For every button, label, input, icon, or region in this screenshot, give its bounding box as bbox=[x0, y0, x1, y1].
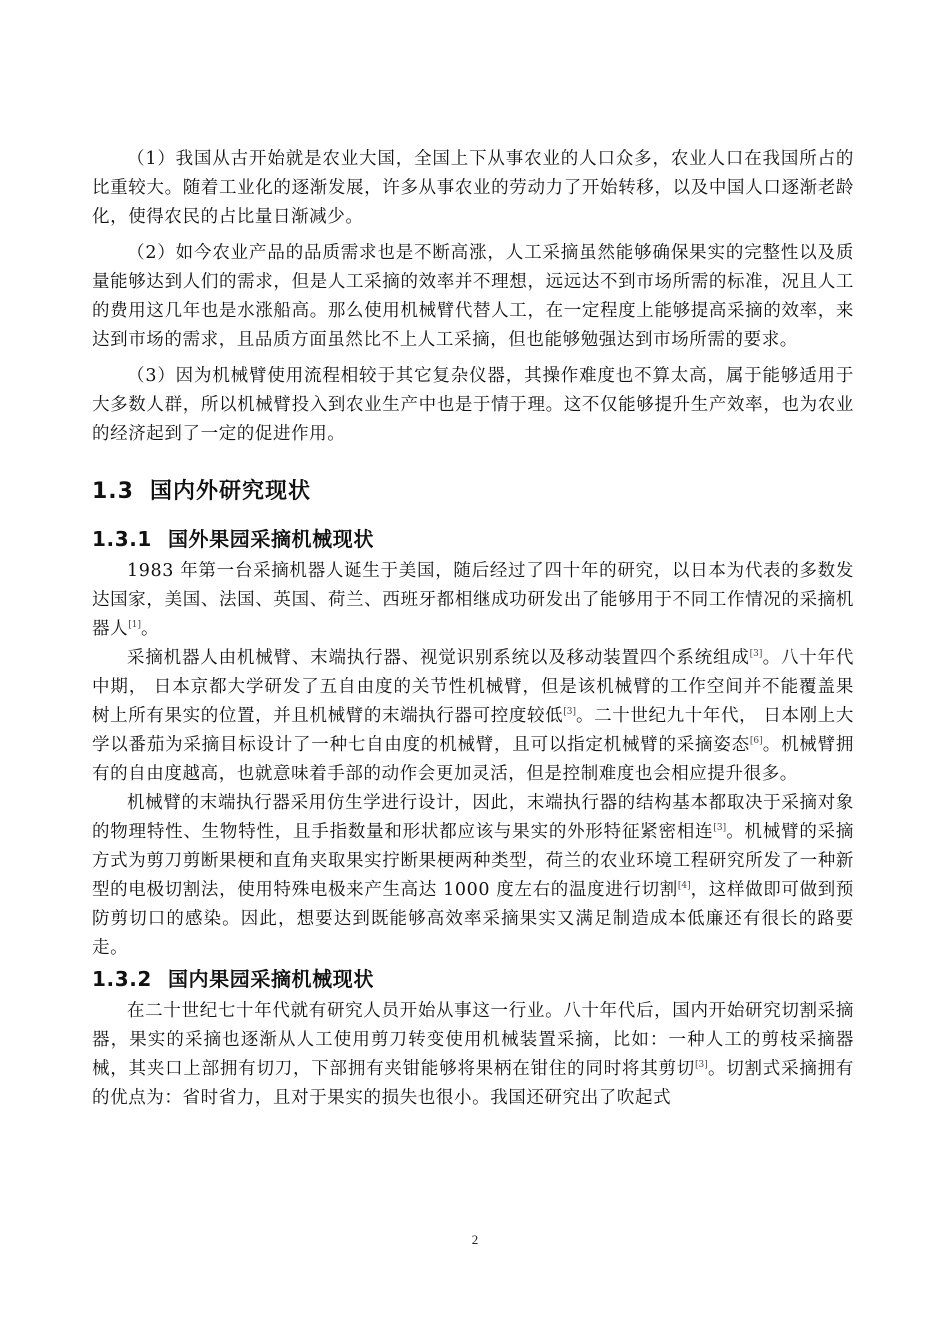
foreign-p1-tail: 。 bbox=[140, 619, 160, 639]
foreign-paragraph-3 bbox=[92, 789, 854, 963]
subsection-heading-2 bbox=[92, 965, 854, 993]
intro-paragraph-2: （2）如今农业产品的品质需求也是不断高涨，人工采摘虽然能够确保果实的完整性以及质量能够达到人们的需求，但是人工采摘的效率并不理想，远远达不到市场所需的标准，况且人工的费用这几年也是水涨船高。那么使用机械臂代替人工，在一定程度上能够提高采摘的效率，来达到市场的需求，且品质方面虽然比不上人工采摘，但也能够勉强达到市场所需的要求。 bbox=[92, 243, 854, 350]
foreign-p1-text: 1983 年第一台采摘机器人诞生于美国，随后经过了四十年的研究，以日本为代表的多数发达国家，美国、法国、英国、荷兰、西班牙都相继成功研发出了能够用于不同工作情况的采摘机器人 bbox=[92, 561, 854, 639]
foreign-p2-c: 。二十世纪九十年代， 日本刚上大学以番茄为采摘目标设计了一种七自由度的机械臂，且可以指定机械臂的采摘姿态 bbox=[92, 706, 854, 755]
subsection-number-1: 1.3.1 bbox=[92, 527, 152, 551]
foreign-p2-a: 采摘机器人由机械臂、末端执行器、视觉识别系统以及移动装置四个系统组成 bbox=[127, 648, 750, 668]
citation-ref[interactable]: [6] bbox=[749, 736, 763, 747]
foreign-p3-b: 。机械臂的采摘方式为剪刀剪断果梗和直角夹取果实拧断果梗两种类型，荷兰的农业环境工程研究所发了一种新型的电极切割法，使用特殊电极来产生高达 1000 度左右的温度进行切割 bbox=[92, 822, 854, 900]
section-title: 国内外研究现状 bbox=[149, 479, 311, 504]
intro-paragraph-1: （1）我国从古开始就是农业大国，全国上下从事农业的人口众多，农业人口在我国所占的比重较大。随着工业化的逐渐发展，许多从事农业的劳动力了开始转移，以及中国人口逐渐老龄化，使得农民的占比量日渐减少。 bbox=[92, 149, 854, 227]
foreign-p2-d: 。机械臂拥有的自由度越高，也就意味着手部的动作会更加灵活，但是控制难度也会相应提升很多。 bbox=[92, 735, 854, 784]
citation-ref[interactable]: [3] bbox=[713, 823, 727, 834]
subsection-title-1: 国外果园采摘机械现状 bbox=[167, 527, 374, 551]
subsection-title-2: 国内果园采摘机械现状 bbox=[167, 967, 374, 991]
foreign-paragraph-1 bbox=[92, 557, 854, 644]
page-number: 2 bbox=[471, 1232, 479, 1247]
domestic-p1-b: 。切割式采摘拥有的优点为：省时省力，且对于果实的损失也很小。我国还研究出了吹起式 bbox=[92, 1059, 854, 1108]
citation-ref[interactable]: [4] bbox=[677, 881, 691, 892]
domestic-p1-a: 在二十世纪七十年代就有研究人员开始从事这一行业。八十年代后，国内开始研究切割采摘器，果实的采摘也逐渐从人工使用剪刀转变使用机械装置采摘，比如：一种人工的剪枝采摘器械，其夹口上部拥有切刀，下部拥有夹钳能够将果柄在钳住的同时将其剪切 bbox=[92, 1001, 854, 1079]
foreign-p2-b: 。八十年代中期， 日本京都大学研发了五自由度的关节性机械臂，但是该机械臂的工作空间并不能覆盖果树上所有果实的位置，并且机械臂的末端执行器可控度较低 bbox=[92, 648, 854, 726]
citation-ref[interactable]: [3] bbox=[695, 1060, 708, 1071]
intro-paragraph-3: （3）因为机械臂使用流程相较于其它复杂仪器，其操作难度也不算太高，属于能够适用于大多数人群，所以机械臂投入到农业生产中也是于情于理。这不仅能够提升生产效率，也为农业的经济起到了一定的促进作用。 bbox=[92, 366, 854, 444]
citation-ref[interactable]: [1] bbox=[128, 620, 141, 631]
citation-ref[interactable]: [3] bbox=[563, 707, 576, 718]
citation-ref[interactable]: [3] bbox=[749, 649, 763, 660]
document-page bbox=[92, 145, 854, 1113]
domestic-paragraph-1 bbox=[92, 997, 854, 1113]
foreign-paragraph-2 bbox=[92, 644, 854, 789]
section-number: 1.3 bbox=[92, 479, 134, 504]
subsection-number-2: 1.3.2 bbox=[92, 967, 152, 991]
subsection-heading-1 bbox=[92, 525, 854, 553]
section-heading bbox=[92, 477, 854, 507]
foreign-p3-c: ，这样做即可做到预防剪切口的感染。因此，想要达到既能够高效率采摘果实又满足制造成本低廉还有很长的路要走。 bbox=[92, 880, 854, 958]
foreign-p3-a: 机械臂的末端执行器采用仿生学进行设计，因此，末端执行器的结构基本都取决于采摘对象的物理特性、生物特性，且手指数量和形状都应该与果实的外形特征紧密相连 bbox=[92, 793, 854, 842]
